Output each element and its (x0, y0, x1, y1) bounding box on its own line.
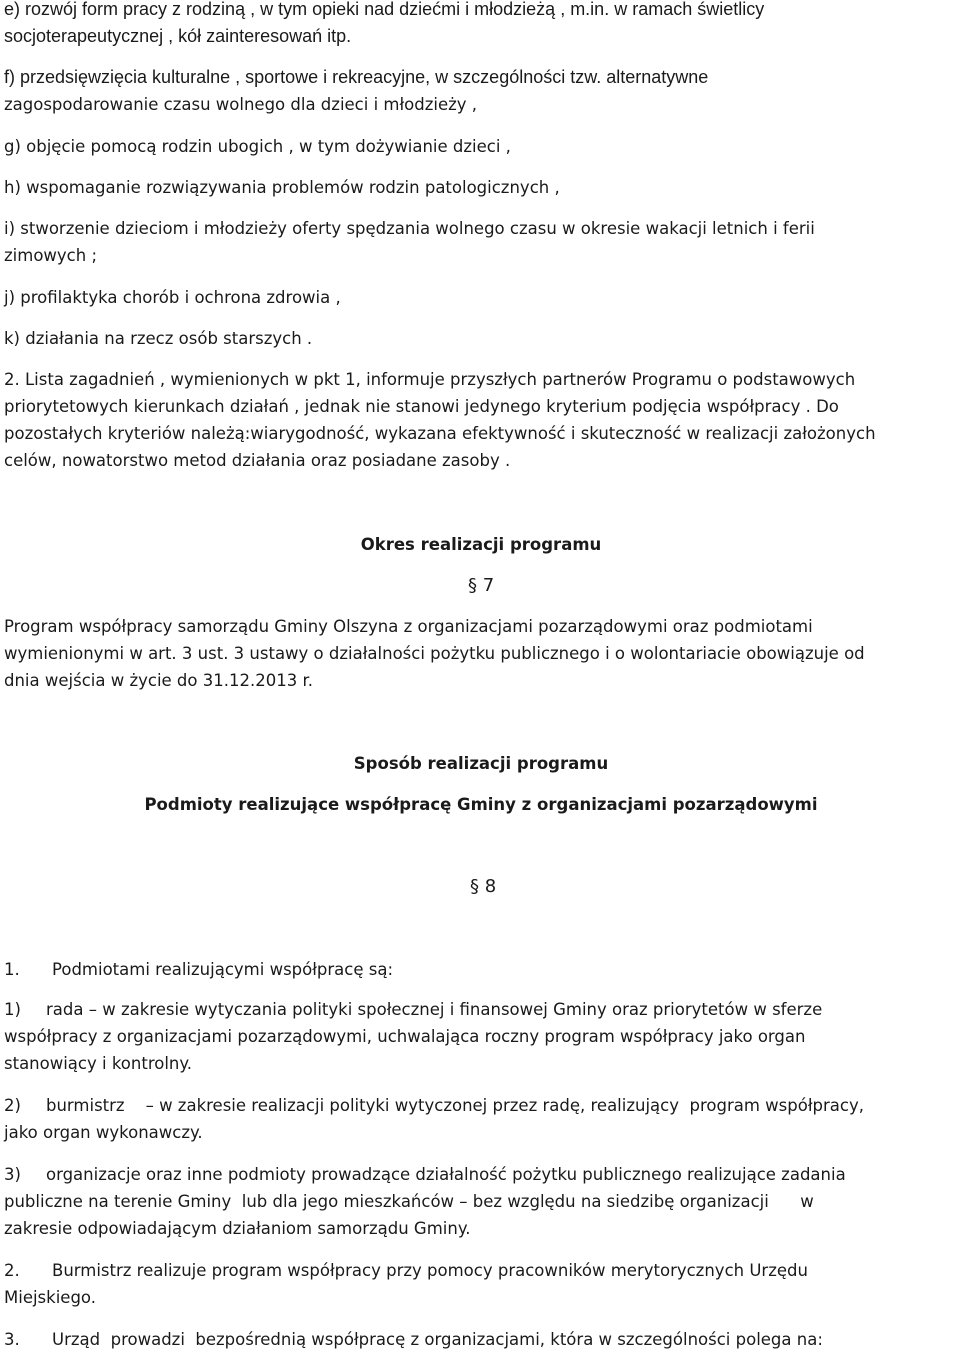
paragraph-sign-7 (468, 572, 494, 599)
item-2-line-1 (4, 1257, 808, 1284)
subitem-3-line-1-text: organizacje oraz inne podmioty prowadzące działalność pożytku publicznego realizujące zadania (46, 1165, 846, 1184)
subitem-1 (4, 996, 822, 1077)
paragraph-f (4, 64, 708, 118)
subitem-3-line-1 (4, 1161, 846, 1188)
paragraph-2-line-4: celów, nowatorstwo metod działania oraz posiadane zasoby . (4, 451, 511, 470)
subitem-2 (4, 1092, 864, 1146)
paragraph-f-line-1: f) przedsięwzięcia kulturalne , sportowe i rekreacyjne, w szczególności tzw. alternatywne (4, 67, 709, 87)
subitem-2-line-1-text: burmistrz – w zakresie realizacji polityki wytyczonej przez radę, realizujący program współpracy, (46, 1096, 864, 1115)
paragraph-sign-7-text: § 7 (468, 575, 495, 596)
item-1-text: Podmiotami realizującymi współpracę są: (52, 960, 394, 979)
subitem-1-number: 1) (4, 1000, 21, 1019)
paragraph-sign-8-text: § 8 (470, 876, 497, 897)
subitem-2-number: 2) (4, 1096, 21, 1115)
paragraph-2-line-3: pozostałych kryteriów należą:wiarygodność, wykazana efektywność i skuteczność w realizacji założonych (4, 424, 876, 443)
item-2 (4, 1257, 808, 1311)
paragraph-2 (4, 366, 876, 474)
heading-podmioty: Podmioty realizujące współpracę Gminy z organizacjami pozarządowymi (144, 795, 818, 814)
subitem-1-line-1 (4, 996, 822, 1023)
paragraph-2-line-1: 2. Lista zagadnień , wymienionych w pkt 1, informuje przyszłych partnerów Programu o podstawowych (4, 370, 856, 389)
paragraph-i (4, 215, 815, 269)
subitem-2-line-2: jako organ wykonawczy. (4, 1123, 203, 1142)
paragraph-f-line-2: zagospodarowanie czasu wolnego dla dzieci i młodzieży , (4, 95, 478, 114)
subitem-3 (4, 1161, 846, 1242)
paragraph-e-line-1: e) rozwój form pracy z rodziną , w tym opieki nad dziećmi i młodzieżą , m.in. w ramach świetlicy (4, 0, 765, 19)
okres-text-line-3: dnia wejścia w życie do 31.12.2013 r. (4, 671, 313, 690)
paragraph-okres-text (4, 613, 865, 694)
paragraph-j: j) profilaktyka chorób i ochrona zdrowia , (4, 288, 341, 307)
subitem-1-line-3: stanowiący i kontrolny. (4, 1054, 193, 1073)
subitem-1-line-1-text: rada – w zakresie wytyczania polityki społecznej i finansowej Gminy oraz priorytetów w sferze (46, 1000, 823, 1019)
item-3-text: Urząd prowadzi bezpośrednią współpracę z organizacjami, która w szczególności polega na: (52, 1330, 823, 1349)
subitem-2-line-1 (4, 1092, 864, 1119)
okres-text-line-1: Program współpracy samorządu Gminy Olszyna z organizacjami pozarządowymi oraz podmiotami (4, 617, 813, 636)
item-2-number: 2. (4, 1261, 20, 1280)
item-2-line-2: Miejskiego. (4, 1288, 96, 1307)
subitem-3-line-3: zakresie odpowiadającym działaniom samorządu Gminy. (4, 1219, 471, 1238)
item-3-number: 3. (4, 1330, 20, 1349)
okres-text-line-2: wymienionymi w art. 3 ust. 3 ustawy o działalności pożytku publicznego i o wolontariacie obowiązuje od (4, 644, 865, 663)
paragraph-e (4, 0, 764, 50)
item-3 (4, 1326, 823, 1353)
paragraph-e-line-2: socjoterapeutycznej , kół zainteresowań itp. (4, 26, 352, 46)
heading-okres-realizacji: Okres realizacji programu (360, 535, 602, 554)
subitem-1-line-2: współpracy z organizacjami pozarządowymi, uchwalająca roczny program współpracy jako organ (4, 1027, 806, 1046)
item-2-line-1-text: Burmistrz realizuje program współpracy przy pomocy pracowników merytorycznych Urzędu (52, 1261, 808, 1280)
paragraph-g: g) objęcie pomocą rodzin ubogich , w tym dożywianie dzieci , (4, 137, 511, 156)
paragraph-i-line-1: i) stworzenie dzieciom i młodzieży oferty spędzania wolnego czasu w okresie wakacji letnich i ferii (4, 219, 815, 238)
item-1-number: 1. (4, 960, 20, 979)
subitem-3-number: 3) (4, 1165, 21, 1184)
paragraph-2-line-2: priorytetowych kierunkach działań , jednak nie stanowi jedynego kryterium podjęcia współpracy . Do (4, 397, 839, 416)
paragraph-h: h) wspomaganie rozwiązywania problemów rodzin patologicznych , (4, 178, 560, 197)
heading-sposob-realizacji: Sposób realizacji programu (353, 754, 609, 773)
paragraph-k: k) działania na rzecz osób starszych . (4, 329, 313, 348)
paragraph-i-line-2: zimowych ; (4, 246, 98, 265)
subitem-3-line-2: publiczne na terenie Gminy lub dla jego mieszkańców – bez względu na siedzibę organizacji w (4, 1192, 814, 1211)
paragraph-sign-8 (470, 873, 496, 900)
item-1 (4, 956, 393, 983)
